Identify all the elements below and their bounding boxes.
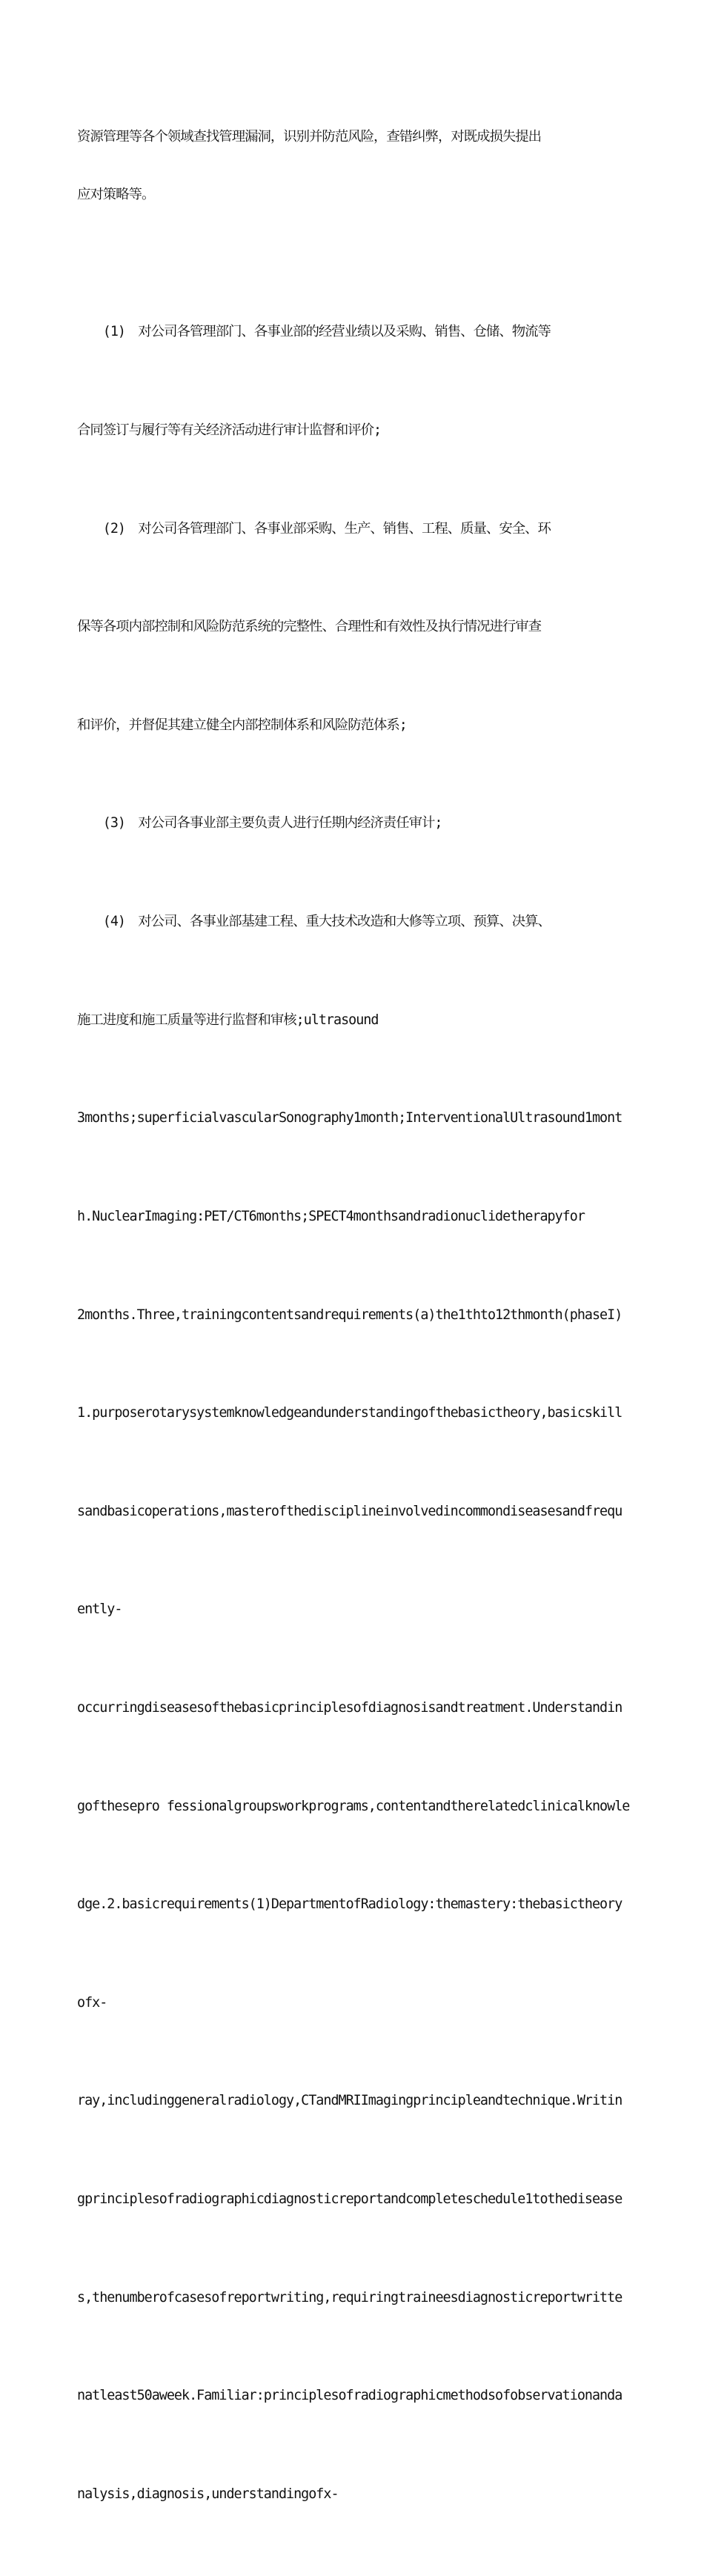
text-line: 保等各项内部控制和风险防范系统的完整性、合理性和有效性及执行情况进行审查 (77, 619, 542, 635)
document-page (77, 89, 628, 2576)
text-line: gofthesepro fessionalgroupsworkprograms,contentandtherelatedclinicalknowle (77, 1798, 630, 1814)
text-line: 和评价，并督促其建立健全内部控制体系和风险防范体系; (77, 717, 407, 733)
text-line: sandbasicoperations,masterofthedisciplineinvolvedincommondiseasesandfrequ (77, 1503, 622, 1519)
text-line: 3months;superficialvascularSonography1month;InterventionalUltrasound1mont (77, 1110, 622, 1126)
text-line: 1.purposerotarysystemknowledgeandunderstandingofthebasictheory,basicskill (77, 1405, 622, 1421)
text-line: nalysis,diagnosis,understandingofx- (77, 2486, 339, 2502)
text-line: 2months.Three,trainingcontentsandrequirements(a)the1thto12thmonth(phaseI) (77, 1307, 622, 1323)
text-line: occurringdiseasesofthebasicprinciplesofdiagnosisandtreatment.Understandin (77, 1699, 622, 1716)
text-line: h.NuclearImaging:PET/CT6months;SPECT4monthsandradionuclidetherapyfor (77, 1208, 585, 1224)
text-line: 合同签订与履行等有关经济活动进行审计监督和评价; (77, 422, 382, 439)
text-line: 施工进度和施工质量等进行监督和审核;ultrasound (77, 1012, 379, 1028)
text-line: gprinciplesofradiographicdiagnosticreportandcompleteschedule1tothedisease (77, 2191, 622, 2207)
text-line: (4) 对公司、各事业部基建工程、重大技术改造和大修等立项、预算、决算、 (77, 914, 551, 930)
text-line: (1) 对公司各管理部门、各事业部的经营业绩以及采购、销售、仓储、物流等 (77, 324, 551, 340)
text-line: 应对策略等。 (77, 187, 155, 202)
text-line: (3) 对公司各事业部主要负责人进行任期内经济责任审计; (77, 815, 442, 831)
text-line: ently- (77, 1601, 122, 1618)
text-line: s,thenumberofcasesofreportwriting,requiringtraineesdiagnosticreportwritte (77, 2289, 622, 2306)
text-line: (2) 对公司各管理部门、各事业部采购、生产、销售、工程、质量、安全、环 (77, 520, 551, 537)
text-line: dge.2.basicrequirements(1)DepartmentofRadiology:themastery:thebasictheory (77, 1896, 622, 1913)
intro-paragraph (77, 89, 628, 243)
text-line: ofx- (77, 1994, 107, 2011)
text-line: 资源管理等各个领域查找管理漏洞，识别并防范风险，查错纠弊，对既成损失提出 (77, 129, 542, 145)
text-line: natleast50aweek.Familiar:principlesofradiographicmethodsofobservationanda (77, 2388, 622, 2404)
text-line: ray,includinggeneralradiology,CTandMRIImagingprincipleandtechnique.Writin (77, 2093, 622, 2109)
body-text (77, 250, 628, 2576)
